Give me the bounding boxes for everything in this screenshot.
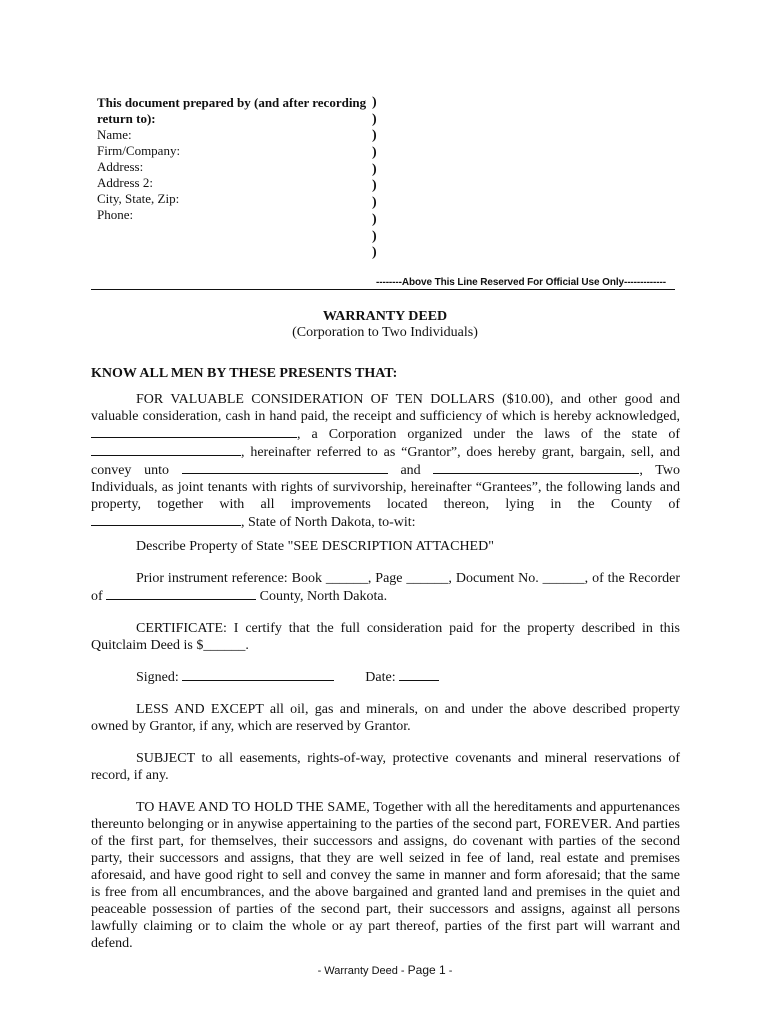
- prepared-by-block: [97, 95, 367, 223]
- grantor-name-blank[interactable]: [91, 425, 297, 438]
- bracket-mark: ): [372, 95, 377, 110]
- name-label: Name:: [97, 127, 132, 142]
- signed-label: Signed:: [136, 670, 179, 685]
- county-blank[interactable]: [91, 513, 241, 526]
- consideration-text-1: FOR VALUABLE CONSIDERATION OF TEN DOLLARS ($10.00), and other good and valuable consideration, cash in hand paid, the receipt and sufficiency of which is hereby acknowledged,: [91, 392, 680, 424]
- bracket-mark: ): [372, 178, 377, 194]
- prepared-by-heading-line1: This document prepared by (and after recording: [97, 95, 367, 110]
- bracket-mark: ): [372, 145, 377, 161]
- bracket-mark: ): [372, 195, 377, 211]
- consideration-text-4: and: [400, 463, 421, 478]
- city-state-zip-label: City, State, Zip:: [97, 191, 180, 206]
- address2-label: Address 2:: [97, 175, 153, 190]
- bracket-mark: ): [372, 211, 377, 227]
- prior-instrument-county: County, North Dakota.: [259, 589, 388, 604]
- less-except-paragraph: [91, 701, 680, 735]
- page-footer: [0, 963, 770, 977]
- official-use-notice: --------Above This Line Reserved For Official Use Only-------------: [376, 277, 666, 288]
- grantee1-name-blank[interactable]: [182, 461, 388, 474]
- consideration-text-5: , Two Individuals, as joint tenants with rights of survivorship, hereinafter “Grantees”, the following lands and property, together with all improvements located thereon, lying in the County of: [91, 463, 680, 512]
- habendum-text: TO HAVE AND TO HOLD THE SAME, Together with all the hereditaments and appurtenances thereunto belonging or in anywise appertaining to the parties of the second part, FOREVER. And parties of the first part, for themselves, their successors and assigns, do covenant with parties of the second party, their successors and assigns, that they are well seized in fee of land, real estate and premises aforesaid, and have good right to sell and convey the same in manner and form aforesaid; that the same is free from all encumbrances, and the above bargained and granted land and premises in the quiet and peaceable possession of parties of the second part, their successors and assigns, against all persons lawfully claiming or to claim the whole or ay part thereof, parties of the first part will warrant and defend.: [91, 800, 680, 951]
- official-use-divider: [91, 289, 675, 290]
- bracket-mark: ): [372, 111, 377, 127]
- document-title: WARRANTY DEED: [322, 309, 448, 324]
- grantor-state-blank[interactable]: [91, 443, 241, 456]
- subject-text: SUBJECT to all easements, rights-of-way, protective covenants and mineral reservations of record, if any.: [91, 751, 680, 783]
- prior-instrument-paragraph: [91, 570, 680, 605]
- less-except-text: LESS AND EXCEPT all oil, gas and minerals, on and under the above described property owned by Grantor, if any, which are reserved by Grantor.: [91, 702, 680, 734]
- describe-property-text: Describe Property of State "SEE DESCRIPTION ATTACHED": [136, 539, 494, 554]
- footer-suffix: -: [445, 965, 453, 977]
- footer-label: - Warranty Deed -: [317, 965, 408, 977]
- recorder-county-blank[interactable]: [106, 587, 256, 600]
- certificate-text: CERTIFICATE: I certify that the full consideration paid for the property described in this Quitclaim Deed is $: [91, 621, 680, 653]
- document-subtitle: (Corporation to Two Individuals): [292, 325, 478, 340]
- bracket-mark: ): [372, 161, 377, 177]
- consideration-text-2: , a Corporation organized under the laws of the state of: [297, 427, 680, 442]
- consideration-paragraph: [91, 391, 680, 531]
- describe-property-line: [91, 538, 680, 555]
- subject-paragraph: [91, 750, 680, 784]
- prior-instrument-text: Prior instrument reference: Book ______, Page ______, Document No. ______, of the Recorder of: [91, 571, 680, 604]
- bracket-mark: ): [372, 245, 377, 261]
- intro-heading: KNOW ALL MEN BY THESE PRESENTS THAT:: [91, 366, 398, 381]
- certificate-amount-blank: ______.: [203, 638, 249, 653]
- consideration-text-6: , State of North Dakota, to-wit:: [241, 515, 416, 530]
- date-blank[interactable]: [399, 668, 439, 681]
- date-label: Date:: [365, 670, 396, 685]
- address-label: Address:: [97, 159, 144, 174]
- phone-label: Phone:: [97, 207, 134, 222]
- consideration-text-3: , hereinafter referred to as “Grantor”, does hereby grant, bargain, sell, and convey unto: [91, 445, 680, 478]
- firm-company-label: Firm/Company:: [97, 143, 181, 158]
- signature-blank[interactable]: [182, 668, 334, 681]
- bracket-column: [372, 95, 377, 262]
- footer-page-number: Page 1: [407, 963, 446, 977]
- habendum-paragraph: [91, 799, 680, 952]
- certificate-paragraph: [91, 620, 680, 654]
- bracket-mark: ): [372, 128, 377, 144]
- prepared-by-heading-line2: return to):: [97, 111, 156, 126]
- bracket-mark: ): [372, 228, 377, 244]
- grantee2-name-blank[interactable]: [433, 461, 639, 474]
- signature-line: [136, 668, 676, 686]
